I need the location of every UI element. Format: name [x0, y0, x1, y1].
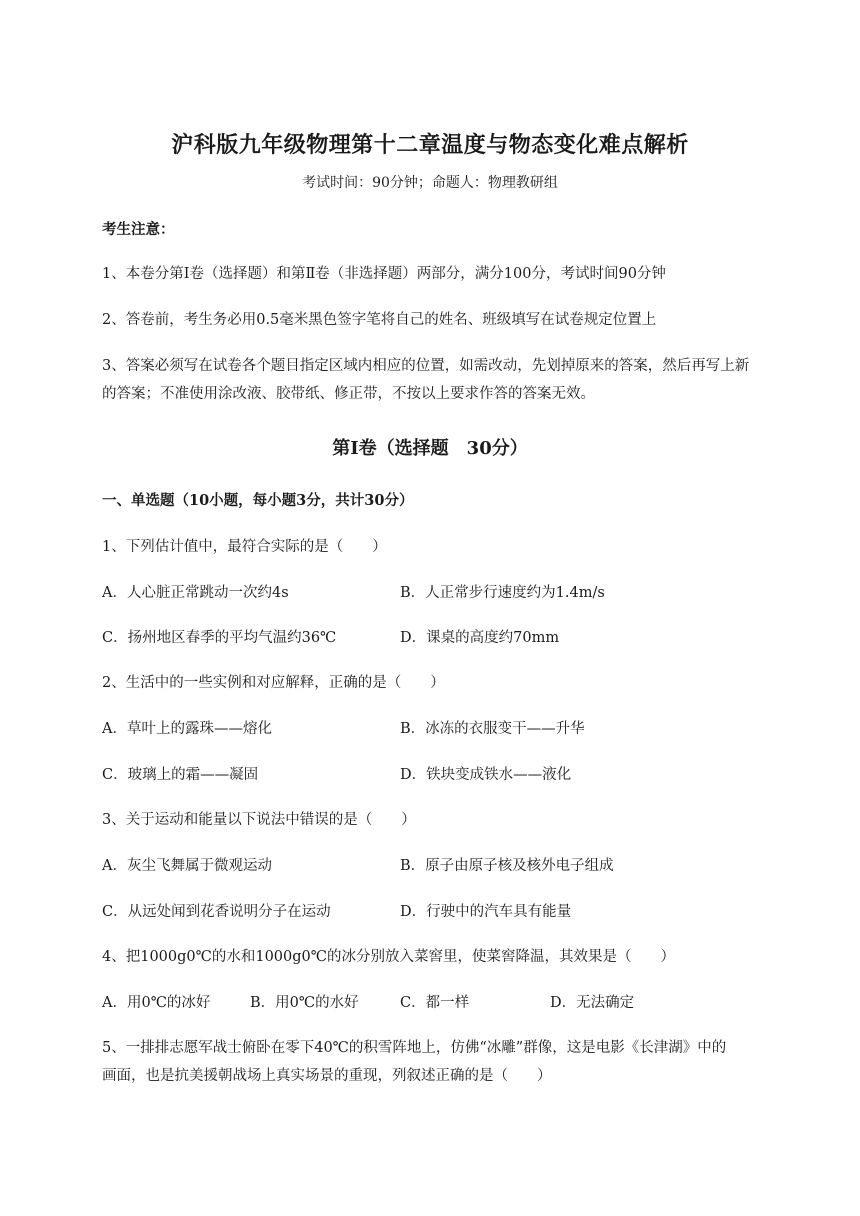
- notice-item: 2、答卷前，考生务必用0.5毫米黑色签字笔将自己的姓名、班级填写在试卷规定位置上: [102, 312, 657, 328]
- question-stem-continued: 画面，也是抗美援朝战场上真实场景的重现，列叙述正确的是（ ）: [102, 1068, 552, 1084]
- question-stem: 5、一排排志愿军战士俯卧在零下40℃的积雪阵地上，仿佛“冰雕”群像，这是电影《长津湖》中的: [102, 1040, 727, 1056]
- option-c: C．都一样: [400, 995, 470, 1011]
- option-c: C．扬州地区春季的平均气温约36℃: [102, 630, 337, 646]
- question-stem: 3、关于运动和能量以下说法中错误的是（ ）: [102, 812, 416, 828]
- option-d: D．行驶中的汽车具有能量: [400, 904, 572, 920]
- option-d: D．课桌的高度约70mm: [400, 630, 560, 646]
- option-a: A．草叶上的露珠——熔化: [102, 721, 272, 737]
- option-c: C．从远处闻到花香说明分子在运动: [102, 904, 331, 920]
- question-stem: 2、生活中的一些实例和对应解释，正确的是（ ）: [102, 675, 445, 691]
- option-a: A．人心脏正常跳动一次约4s: [102, 585, 289, 601]
- option-d: D．铁块变成铁水——液化: [400, 767, 572, 783]
- option-b: B．人正常步行速度约为1.4m/s: [400, 585, 605, 601]
- option-a: A．用0℃的冰好: [102, 995, 211, 1011]
- notice-item-continued: 的答案；不准使用涂改液、胶带纸、修正带，不按以上要求作答的答案无效。: [102, 386, 595, 402]
- question-stem: 1、下列估计值中，最符合实际的是（ ）: [102, 539, 387, 555]
- question-stem: 4、把1000g0℃的水和1000g0℃的冰分别放入菜窖里，使菜窖降温，其效果是（ ）: [102, 949, 675, 965]
- part-heading: 一、单选题（10小题，每小题3分，共计30分）: [102, 492, 414, 509]
- option-b: B．用0℃的水好: [250, 995, 359, 1011]
- page-title: 沪科版九年级物理第十二章温度与物态变化难点解析: [171, 132, 689, 158]
- option-b: B．冰冻的衣服变干——升华: [400, 721, 585, 737]
- section-title: 第Ⅰ卷（选择题 30分）: [332, 438, 528, 459]
- option-a: A．灰尘飞舞属于微观运动: [102, 858, 272, 874]
- option-c: C．玻璃上的霜——凝固: [102, 767, 259, 783]
- option-b: B．原子由原子核及核外电子组成: [400, 858, 614, 874]
- option-d: D．无法确定: [550, 995, 635, 1011]
- notice-heading: 考生注意：: [102, 221, 175, 238]
- exam-info: 考试时间：90分钟；命题人：物理教研组: [302, 175, 558, 191]
- notice-item: 1、本卷分第Ⅰ卷（选择题）和第Ⅱ卷（非选择题）两部分，满分100分，考试时间90分钟: [102, 266, 666, 282]
- notice-item: 3、答案必须写在试卷各个题目指定区域内相应的位置，如需改动，先划掉原来的答案，然后再写上新: [102, 358, 750, 374]
